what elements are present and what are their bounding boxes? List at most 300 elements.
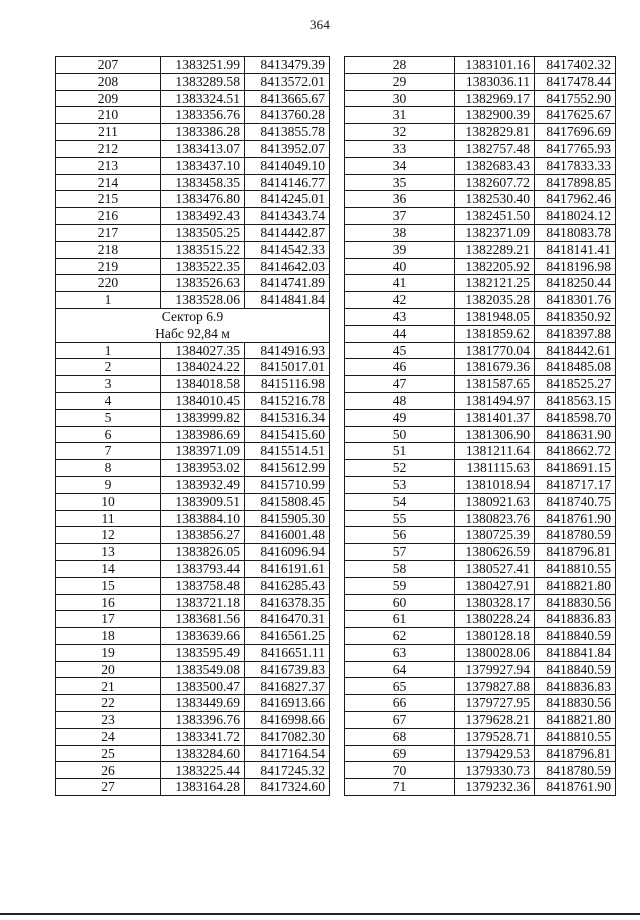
y-coordinate-cell: 8418821.80 bbox=[535, 712, 616, 729]
x-coordinate-cell: 1381306.90 bbox=[455, 426, 535, 443]
x-coordinate-cell: 1379827.88 bbox=[455, 678, 535, 695]
y-coordinate-cell: 8417833.33 bbox=[535, 157, 616, 174]
x-coordinate-cell: 1381401.37 bbox=[455, 409, 535, 426]
x-coordinate-cell: 1380328.17 bbox=[455, 594, 535, 611]
point-number-cell: 3 bbox=[56, 376, 161, 393]
table-row bbox=[56, 476, 330, 493]
x-coordinate-cell: 1379727.95 bbox=[455, 695, 535, 712]
y-coordinate-cell: 8418024.12 bbox=[535, 208, 616, 225]
table-row bbox=[345, 611, 616, 628]
x-coordinate-cell: 1380725.39 bbox=[455, 527, 535, 544]
table-row bbox=[56, 157, 330, 174]
x-coordinate-cell: 1383986.69 bbox=[161, 426, 245, 443]
table-row bbox=[345, 140, 616, 157]
table-row bbox=[345, 544, 616, 561]
x-coordinate-cell: 1383549.08 bbox=[161, 661, 245, 678]
table-row bbox=[56, 594, 330, 611]
point-number-cell: 20 bbox=[56, 661, 161, 678]
table-row bbox=[56, 107, 330, 124]
point-number-cell: 12 bbox=[56, 527, 161, 544]
table-row bbox=[56, 191, 330, 208]
table-row bbox=[56, 611, 330, 628]
table-row bbox=[345, 594, 616, 611]
x-coordinate-cell: 1382121.25 bbox=[455, 275, 535, 292]
table-row bbox=[56, 712, 330, 729]
table-row bbox=[56, 661, 330, 678]
table-row bbox=[56, 376, 330, 393]
x-coordinate-cell: 1382451.50 bbox=[455, 208, 535, 225]
point-number-cell: 1 bbox=[56, 342, 161, 359]
y-coordinate-cell: 8417962.46 bbox=[535, 191, 616, 208]
point-number-cell: 218 bbox=[56, 241, 161, 258]
table-row bbox=[56, 342, 330, 359]
table-row bbox=[345, 476, 616, 493]
x-coordinate-cell: 1383492.43 bbox=[161, 208, 245, 225]
table-row bbox=[345, 460, 616, 477]
table-row bbox=[345, 342, 616, 359]
x-coordinate-cell: 1381948.05 bbox=[455, 308, 535, 325]
point-number-cell: 4 bbox=[56, 392, 161, 409]
x-coordinate-cell: 1383449.69 bbox=[161, 695, 245, 712]
point-number-cell: 63 bbox=[345, 644, 455, 661]
y-coordinate-cell: 8415514.51 bbox=[245, 443, 330, 460]
point-number-cell: 59 bbox=[345, 577, 455, 594]
y-coordinate-cell: 8417245.32 bbox=[245, 762, 330, 779]
table-row bbox=[345, 258, 616, 275]
x-coordinate-cell: 1383971.09 bbox=[161, 443, 245, 460]
y-coordinate-cell: 8416913.66 bbox=[245, 695, 330, 712]
table-row bbox=[345, 57, 616, 74]
point-number-cell: 11 bbox=[56, 510, 161, 527]
y-coordinate-cell: 8418301.76 bbox=[535, 292, 616, 309]
table-row bbox=[56, 426, 330, 443]
point-number-cell: 47 bbox=[345, 376, 455, 393]
x-coordinate-cell: 1380028.06 bbox=[455, 644, 535, 661]
point-number-cell: 207 bbox=[56, 57, 161, 74]
x-coordinate-cell: 1383856.27 bbox=[161, 527, 245, 544]
y-coordinate-cell: 8414049.10 bbox=[245, 157, 330, 174]
x-coordinate-cell: 1380823.76 bbox=[455, 510, 535, 527]
y-coordinate-cell: 8414146.77 bbox=[245, 174, 330, 191]
y-coordinate-cell: 8418840.59 bbox=[535, 661, 616, 678]
x-coordinate-cell: 1383500.47 bbox=[161, 678, 245, 695]
point-number-cell: 33 bbox=[345, 140, 455, 157]
point-number-cell: 62 bbox=[345, 628, 455, 645]
y-coordinate-cell: 8417082.30 bbox=[245, 728, 330, 745]
table-row bbox=[56, 644, 330, 661]
table-row bbox=[56, 224, 330, 241]
table-row bbox=[345, 124, 616, 141]
point-number-cell: 17 bbox=[56, 611, 161, 628]
x-coordinate-cell: 1381494.97 bbox=[455, 392, 535, 409]
y-coordinate-cell: 8418780.59 bbox=[535, 762, 616, 779]
x-coordinate-cell: 1383639.66 bbox=[161, 628, 245, 645]
y-coordinate-cell: 8417696.69 bbox=[535, 124, 616, 141]
point-number-cell: 13 bbox=[56, 544, 161, 561]
table-row bbox=[56, 628, 330, 645]
table-row bbox=[345, 762, 616, 779]
y-coordinate-cell: 8415316.34 bbox=[245, 409, 330, 426]
x-coordinate-cell: 1380921.63 bbox=[455, 493, 535, 510]
x-coordinate-cell: 1383437.10 bbox=[161, 157, 245, 174]
table-row bbox=[345, 359, 616, 376]
x-coordinate-cell: 1382900.39 bbox=[455, 107, 535, 124]
y-coordinate-cell: 8417765.93 bbox=[535, 140, 616, 157]
point-number-cell: 7 bbox=[56, 443, 161, 460]
y-coordinate-cell: 8413760.28 bbox=[245, 107, 330, 124]
y-coordinate-cell: 8414841.84 bbox=[245, 292, 330, 309]
y-coordinate-cell: 8413479.39 bbox=[245, 57, 330, 74]
point-number-cell: 31 bbox=[345, 107, 455, 124]
table-row bbox=[345, 443, 616, 460]
x-coordinate-cell: 1380128.18 bbox=[455, 628, 535, 645]
x-coordinate-cell: 1380228.24 bbox=[455, 611, 535, 628]
y-coordinate-cell: 8418598.70 bbox=[535, 409, 616, 426]
table-row bbox=[345, 392, 616, 409]
y-coordinate-cell: 8418717.17 bbox=[535, 476, 616, 493]
table-row bbox=[345, 644, 616, 661]
table-row bbox=[345, 712, 616, 729]
point-number-cell: 19 bbox=[56, 644, 161, 661]
point-number-cell: 212 bbox=[56, 140, 161, 157]
point-number-cell: 37 bbox=[345, 208, 455, 225]
table-row bbox=[56, 73, 330, 90]
x-coordinate-cell: 1379927.94 bbox=[455, 661, 535, 678]
x-coordinate-cell: 1381587.65 bbox=[455, 376, 535, 393]
table-row bbox=[56, 577, 330, 594]
y-coordinate-cell: 8418830.56 bbox=[535, 695, 616, 712]
x-coordinate-cell: 1383528.06 bbox=[161, 292, 245, 309]
x-coordinate-cell: 1384018.58 bbox=[161, 376, 245, 393]
y-coordinate-cell: 8413665.67 bbox=[245, 90, 330, 107]
table-row bbox=[56, 728, 330, 745]
y-coordinate-cell: 8414245.01 bbox=[245, 191, 330, 208]
point-number-cell: 217 bbox=[56, 224, 161, 241]
x-coordinate-cell: 1381018.94 bbox=[455, 476, 535, 493]
x-coordinate-cell: 1383758.48 bbox=[161, 577, 245, 594]
table-row bbox=[56, 409, 330, 426]
x-coordinate-cell: 1383413.07 bbox=[161, 140, 245, 157]
y-coordinate-cell: 8418350.92 bbox=[535, 308, 616, 325]
table-row bbox=[345, 241, 616, 258]
table-row bbox=[345, 325, 616, 342]
point-number-cell: 51 bbox=[345, 443, 455, 460]
point-number-cell: 48 bbox=[345, 392, 455, 409]
point-number-cell: 35 bbox=[345, 174, 455, 191]
table-row bbox=[56, 124, 330, 141]
x-coordinate-cell: 1381859.62 bbox=[455, 325, 535, 342]
sector-title: Сектор 6.9 bbox=[56, 308, 330, 325]
table-row bbox=[345, 695, 616, 712]
table-row bbox=[56, 745, 330, 762]
x-coordinate-cell: 1383164.28 bbox=[161, 779, 245, 796]
table-row bbox=[345, 174, 616, 191]
x-coordinate-cell: 1381211.64 bbox=[455, 443, 535, 460]
x-coordinate-cell: 1379330.73 bbox=[455, 762, 535, 779]
x-coordinate-cell: 1384027.35 bbox=[161, 342, 245, 359]
point-number-cell: 22 bbox=[56, 695, 161, 712]
point-number-cell: 209 bbox=[56, 90, 161, 107]
x-coordinate-cell: 1382530.40 bbox=[455, 191, 535, 208]
x-coordinate-cell: 1382289.21 bbox=[455, 241, 535, 258]
x-coordinate-cell: 1380626.59 bbox=[455, 544, 535, 561]
y-coordinate-cell: 8413572.01 bbox=[245, 73, 330, 90]
y-coordinate-cell: 8417164.54 bbox=[245, 745, 330, 762]
table-row bbox=[56, 90, 330, 107]
y-coordinate-cell: 8417478.44 bbox=[535, 73, 616, 90]
x-coordinate-cell: 1382371.09 bbox=[455, 224, 535, 241]
x-coordinate-cell: 1382035.28 bbox=[455, 292, 535, 309]
y-coordinate-cell: 8418525.27 bbox=[535, 376, 616, 393]
y-coordinate-cell: 8414916.93 bbox=[245, 342, 330, 359]
coordinates-table-left bbox=[55, 56, 330, 796]
y-coordinate-cell: 8415216.78 bbox=[245, 392, 330, 409]
point-number-cell: 9 bbox=[56, 476, 161, 493]
y-coordinate-cell: 8417324.60 bbox=[245, 779, 330, 796]
x-coordinate-cell: 1383515.22 bbox=[161, 241, 245, 258]
point-number-cell: 71 bbox=[345, 779, 455, 796]
y-coordinate-cell: 8415905.30 bbox=[245, 510, 330, 527]
x-coordinate-cell: 1383681.56 bbox=[161, 611, 245, 628]
point-number-cell: 50 bbox=[345, 426, 455, 443]
x-coordinate-cell: 1382683.43 bbox=[455, 157, 535, 174]
table-row bbox=[56, 493, 330, 510]
point-number-cell: 16 bbox=[56, 594, 161, 611]
table-row bbox=[345, 628, 616, 645]
table-row bbox=[345, 208, 616, 225]
point-number-cell: 1 bbox=[56, 292, 161, 309]
x-coordinate-cell: 1383251.99 bbox=[161, 57, 245, 74]
point-number-cell: 29 bbox=[345, 73, 455, 90]
table-row bbox=[56, 57, 330, 74]
y-coordinate-cell: 8418810.55 bbox=[535, 560, 616, 577]
point-number-cell: 65 bbox=[345, 678, 455, 695]
point-number-cell: 68 bbox=[345, 728, 455, 745]
table-row bbox=[345, 678, 616, 695]
point-number-cell: 57 bbox=[345, 544, 455, 561]
x-coordinate-cell: 1379429.53 bbox=[455, 745, 535, 762]
point-number-cell: 216 bbox=[56, 208, 161, 225]
table-row bbox=[345, 107, 616, 124]
y-coordinate-cell: 8415710.99 bbox=[245, 476, 330, 493]
table-row bbox=[56, 544, 330, 561]
point-number-cell: 67 bbox=[345, 712, 455, 729]
y-coordinate-cell: 8416561.25 bbox=[245, 628, 330, 645]
point-number-cell: 32 bbox=[345, 124, 455, 141]
point-number-cell: 219 bbox=[56, 258, 161, 275]
y-coordinate-cell: 8415017.01 bbox=[245, 359, 330, 376]
point-number-cell: 55 bbox=[345, 510, 455, 527]
x-coordinate-cell: 1382829.81 bbox=[455, 124, 535, 141]
table-row bbox=[56, 140, 330, 157]
x-coordinate-cell: 1379628.21 bbox=[455, 712, 535, 729]
section-header-row bbox=[56, 308, 330, 325]
x-coordinate-cell: 1383476.80 bbox=[161, 191, 245, 208]
y-coordinate-cell: 8418796.81 bbox=[535, 745, 616, 762]
point-number-cell: 24 bbox=[56, 728, 161, 745]
y-coordinate-cell: 8418662.72 bbox=[535, 443, 616, 460]
y-coordinate-cell: 8416378.35 bbox=[245, 594, 330, 611]
table-row bbox=[345, 426, 616, 443]
point-number-cell: 2 bbox=[56, 359, 161, 376]
table-row bbox=[345, 308, 616, 325]
y-coordinate-cell: 8417402.32 bbox=[535, 57, 616, 74]
x-coordinate-cell: 1380427.91 bbox=[455, 577, 535, 594]
point-number-cell: 42 bbox=[345, 292, 455, 309]
table-row bbox=[345, 779, 616, 796]
scan-bottom-edge bbox=[0, 913, 640, 915]
y-coordinate-cell: 8417898.85 bbox=[535, 174, 616, 191]
x-coordinate-cell: 1383505.25 bbox=[161, 224, 245, 241]
point-number-cell: 49 bbox=[345, 409, 455, 426]
table-row bbox=[345, 510, 616, 527]
y-coordinate-cell: 8415612.99 bbox=[245, 460, 330, 477]
table-row bbox=[345, 275, 616, 292]
y-coordinate-cell: 8416096.94 bbox=[245, 544, 330, 561]
x-coordinate-cell: 1379232.36 bbox=[455, 779, 535, 796]
table-row bbox=[345, 409, 616, 426]
x-coordinate-cell: 1383036.11 bbox=[455, 73, 535, 90]
x-coordinate-cell: 1384010.45 bbox=[161, 392, 245, 409]
point-number-cell: 66 bbox=[345, 695, 455, 712]
table-row bbox=[345, 90, 616, 107]
x-coordinate-cell: 1384024.22 bbox=[161, 359, 245, 376]
point-number-cell: 215 bbox=[56, 191, 161, 208]
point-number-cell: 58 bbox=[345, 560, 455, 577]
y-coordinate-cell: 8416739.83 bbox=[245, 661, 330, 678]
sector-height: Набс 92,84 м bbox=[56, 325, 330, 342]
y-coordinate-cell: 8418740.75 bbox=[535, 493, 616, 510]
table-row bbox=[56, 527, 330, 544]
y-coordinate-cell: 8418841.84 bbox=[535, 644, 616, 661]
point-number-cell: 21 bbox=[56, 678, 161, 695]
y-coordinate-cell: 8418563.15 bbox=[535, 392, 616, 409]
x-coordinate-cell: 1382205.92 bbox=[455, 258, 535, 275]
y-coordinate-cell: 8418250.44 bbox=[535, 275, 616, 292]
x-coordinate-cell: 1383289.58 bbox=[161, 73, 245, 90]
point-number-cell: 28 bbox=[345, 57, 455, 74]
y-coordinate-cell: 8417625.67 bbox=[535, 107, 616, 124]
point-number-cell: 41 bbox=[345, 275, 455, 292]
y-coordinate-cell: 8415415.60 bbox=[245, 426, 330, 443]
table-row bbox=[56, 359, 330, 376]
table-row bbox=[56, 510, 330, 527]
point-number-cell: 18 bbox=[56, 628, 161, 645]
table-row bbox=[56, 443, 330, 460]
table-row bbox=[56, 292, 330, 309]
y-coordinate-cell: 8416998.66 bbox=[245, 712, 330, 729]
x-coordinate-cell: 1383356.76 bbox=[161, 107, 245, 124]
y-coordinate-cell: 8413855.78 bbox=[245, 124, 330, 141]
point-number-cell: 211 bbox=[56, 124, 161, 141]
table-row bbox=[56, 392, 330, 409]
table-row bbox=[345, 376, 616, 393]
point-number-cell: 25 bbox=[56, 745, 161, 762]
point-number-cell: 6 bbox=[56, 426, 161, 443]
y-coordinate-cell: 8418442.61 bbox=[535, 342, 616, 359]
point-number-cell: 8 bbox=[56, 460, 161, 477]
y-coordinate-cell: 8418796.81 bbox=[535, 544, 616, 561]
point-number-cell: 5 bbox=[56, 409, 161, 426]
x-coordinate-cell: 1381770.04 bbox=[455, 342, 535, 359]
x-coordinate-cell: 1383284.60 bbox=[161, 745, 245, 762]
x-coordinate-cell: 1383324.51 bbox=[161, 90, 245, 107]
point-number-cell: 60 bbox=[345, 594, 455, 611]
table-row bbox=[345, 661, 616, 678]
table-row bbox=[345, 527, 616, 544]
x-coordinate-cell: 1383826.05 bbox=[161, 544, 245, 561]
point-number-cell: 213 bbox=[56, 157, 161, 174]
x-coordinate-cell: 1383793.44 bbox=[161, 560, 245, 577]
point-number-cell: 23 bbox=[56, 712, 161, 729]
x-coordinate-cell: 1383884.10 bbox=[161, 510, 245, 527]
y-coordinate-cell: 8414642.03 bbox=[245, 258, 330, 275]
x-coordinate-cell: 1383522.35 bbox=[161, 258, 245, 275]
point-number-cell: 220 bbox=[56, 275, 161, 292]
y-coordinate-cell: 8418821.80 bbox=[535, 577, 616, 594]
x-coordinate-cell: 1383458.35 bbox=[161, 174, 245, 191]
point-number-cell: 45 bbox=[345, 342, 455, 359]
x-coordinate-cell: 1383932.49 bbox=[161, 476, 245, 493]
x-coordinate-cell: 1383396.76 bbox=[161, 712, 245, 729]
x-coordinate-cell: 1379528.71 bbox=[455, 728, 535, 745]
table-row bbox=[345, 745, 616, 762]
point-number-cell: 30 bbox=[345, 90, 455, 107]
y-coordinate-cell: 8414542.33 bbox=[245, 241, 330, 258]
y-coordinate-cell: 8413952.07 bbox=[245, 140, 330, 157]
point-number-cell: 15 bbox=[56, 577, 161, 594]
y-coordinate-cell: 8418691.15 bbox=[535, 460, 616, 477]
point-number-cell: 44 bbox=[345, 325, 455, 342]
point-number-cell: 69 bbox=[345, 745, 455, 762]
point-number-cell: 208 bbox=[56, 73, 161, 90]
table-row bbox=[345, 292, 616, 309]
table-row bbox=[56, 275, 330, 292]
table-row bbox=[56, 258, 330, 275]
point-number-cell: 36 bbox=[345, 191, 455, 208]
x-coordinate-cell: 1383721.18 bbox=[161, 594, 245, 611]
table-row bbox=[345, 73, 616, 90]
point-number-cell: 46 bbox=[345, 359, 455, 376]
y-coordinate-cell: 8418083.78 bbox=[535, 224, 616, 241]
x-coordinate-cell: 1380527.41 bbox=[455, 560, 535, 577]
y-coordinate-cell: 8414343.74 bbox=[245, 208, 330, 225]
x-coordinate-cell: 1383101.16 bbox=[455, 57, 535, 74]
x-coordinate-cell: 1382969.17 bbox=[455, 90, 535, 107]
point-number-cell: 34 bbox=[345, 157, 455, 174]
point-number-cell: 64 bbox=[345, 661, 455, 678]
y-coordinate-cell: 8418631.90 bbox=[535, 426, 616, 443]
point-number-cell: 56 bbox=[345, 527, 455, 544]
table-row bbox=[345, 577, 616, 594]
table-row bbox=[345, 224, 616, 241]
table-row bbox=[56, 695, 330, 712]
table-row bbox=[56, 678, 330, 695]
point-number-cell: 38 bbox=[345, 224, 455, 241]
y-coordinate-cell: 8414442.87 bbox=[245, 224, 330, 241]
table-row bbox=[56, 174, 330, 191]
x-coordinate-cell: 1383225.44 bbox=[161, 762, 245, 779]
table-row bbox=[345, 157, 616, 174]
x-coordinate-cell: 1383341.72 bbox=[161, 728, 245, 745]
y-coordinate-cell: 8416651.11 bbox=[245, 644, 330, 661]
section-header-row bbox=[56, 325, 330, 342]
y-coordinate-cell: 8417552.90 bbox=[535, 90, 616, 107]
point-number-cell: 27 bbox=[56, 779, 161, 796]
x-coordinate-cell: 1383595.49 bbox=[161, 644, 245, 661]
x-coordinate-cell: 1381115.63 bbox=[455, 460, 535, 477]
point-number-cell: 61 bbox=[345, 611, 455, 628]
